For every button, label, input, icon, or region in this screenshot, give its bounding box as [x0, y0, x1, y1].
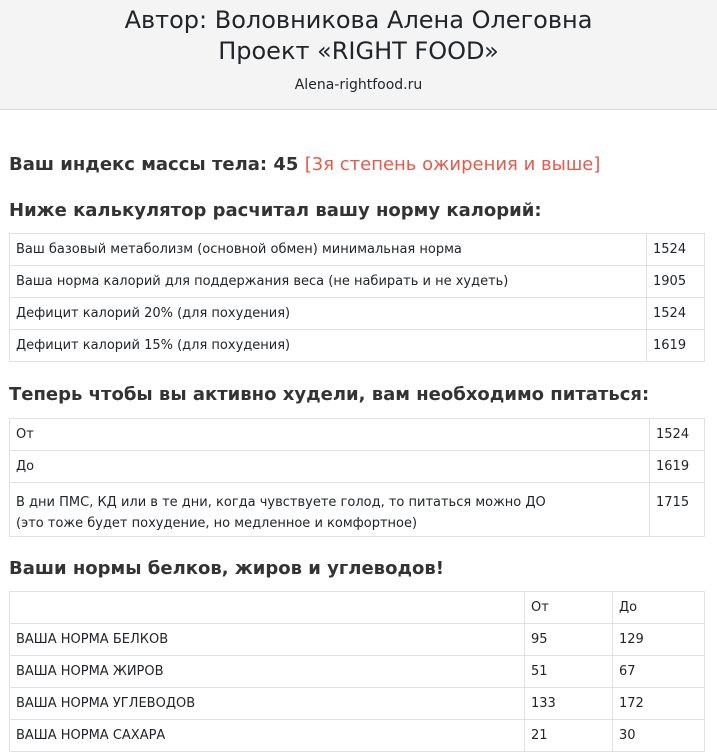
macros-table	[9, 591, 705, 752]
author-title: Автор: Воловникова Алена Олеговна	[124, 6, 593, 34]
calories-heading: Ниже калькулятор расчитал вашу норму калорий:	[9, 200, 542, 221]
project-title: Проект «RIGHT FOOD»	[218, 37, 499, 65]
row-from: 133	[525, 688, 613, 720]
site-name: Alena-rightfood.ru	[294, 77, 423, 93]
calories-table	[9, 233, 705, 362]
row-value: 1619	[647, 330, 705, 362]
table-row	[10, 656, 705, 688]
eating-heading: Теперь чтобы вы активно худели, вам необходимо питаться:	[9, 384, 650, 405]
table-row	[10, 624, 705, 656]
row-value: 1524	[647, 234, 705, 266]
macros-heading: Ваши нормы белков, жиров и углеводов!	[9, 558, 444, 579]
table-row	[10, 419, 705, 451]
row-label: ВАША НОРМА БЕЛКОВ	[10, 624, 525, 656]
row-label: До	[10, 451, 650, 483]
row-from: 95	[525, 624, 613, 656]
table-row	[10, 451, 705, 483]
table-row	[10, 330, 705, 362]
page-header	[0, 0, 717, 110]
row-label: Ваш базовый метаболизм (основной обмен) минимальная норма	[10, 234, 647, 266]
row-label: ВАША НОРМА САХАРА	[10, 720, 525, 752]
bmi-label: Ваш индекс массы тела: 45	[9, 154, 299, 175]
table-row	[10, 234, 705, 266]
row-label-multiline	[10, 483, 650, 537]
table-row	[10, 266, 705, 298]
row-to: 30	[613, 720, 705, 752]
row-value: 1524	[650, 419, 705, 451]
row-label: От	[10, 419, 650, 451]
row-value: 1524	[647, 298, 705, 330]
bmi-category: [3я степень ожирения и выше]	[304, 154, 601, 175]
column-header	[10, 592, 525, 624]
row-value: 1715	[650, 483, 705, 537]
row-to: 67	[613, 656, 705, 688]
row-note: (это тоже будет похудение, но медленное и комфортное)	[16, 516, 418, 531]
row-label: Дефицит калорий 20% (для похудения)	[10, 298, 647, 330]
column-header-from: От	[525, 592, 613, 624]
bmi-result	[9, 154, 600, 175]
row-from: 51	[525, 656, 613, 688]
row-to: 172	[613, 688, 705, 720]
table-header-row	[10, 592, 705, 624]
table-row	[10, 720, 705, 752]
row-value: 1619	[650, 451, 705, 483]
row-label: В дни ПМС, КД или в те дни, когда чувствуете голод, то питаться можно ДО	[16, 495, 546, 510]
column-header-to: До	[613, 592, 705, 624]
table-row	[10, 298, 705, 330]
row-label: Дефицит калорий 15% (для похудения)	[10, 330, 647, 362]
table-row	[10, 483, 705, 537]
row-from: 21	[525, 720, 613, 752]
row-to: 129	[613, 624, 705, 656]
table-row	[10, 688, 705, 720]
row-label: Ваша норма калорий для поддержания веса (не набирать и не худеть)	[10, 266, 647, 298]
row-value: 1905	[647, 266, 705, 298]
row-label: ВАША НОРМА УГЛЕВОДОВ	[10, 688, 525, 720]
row-label: ВАША НОРМА ЖИРОВ	[10, 656, 525, 688]
eating-table	[9, 418, 705, 537]
